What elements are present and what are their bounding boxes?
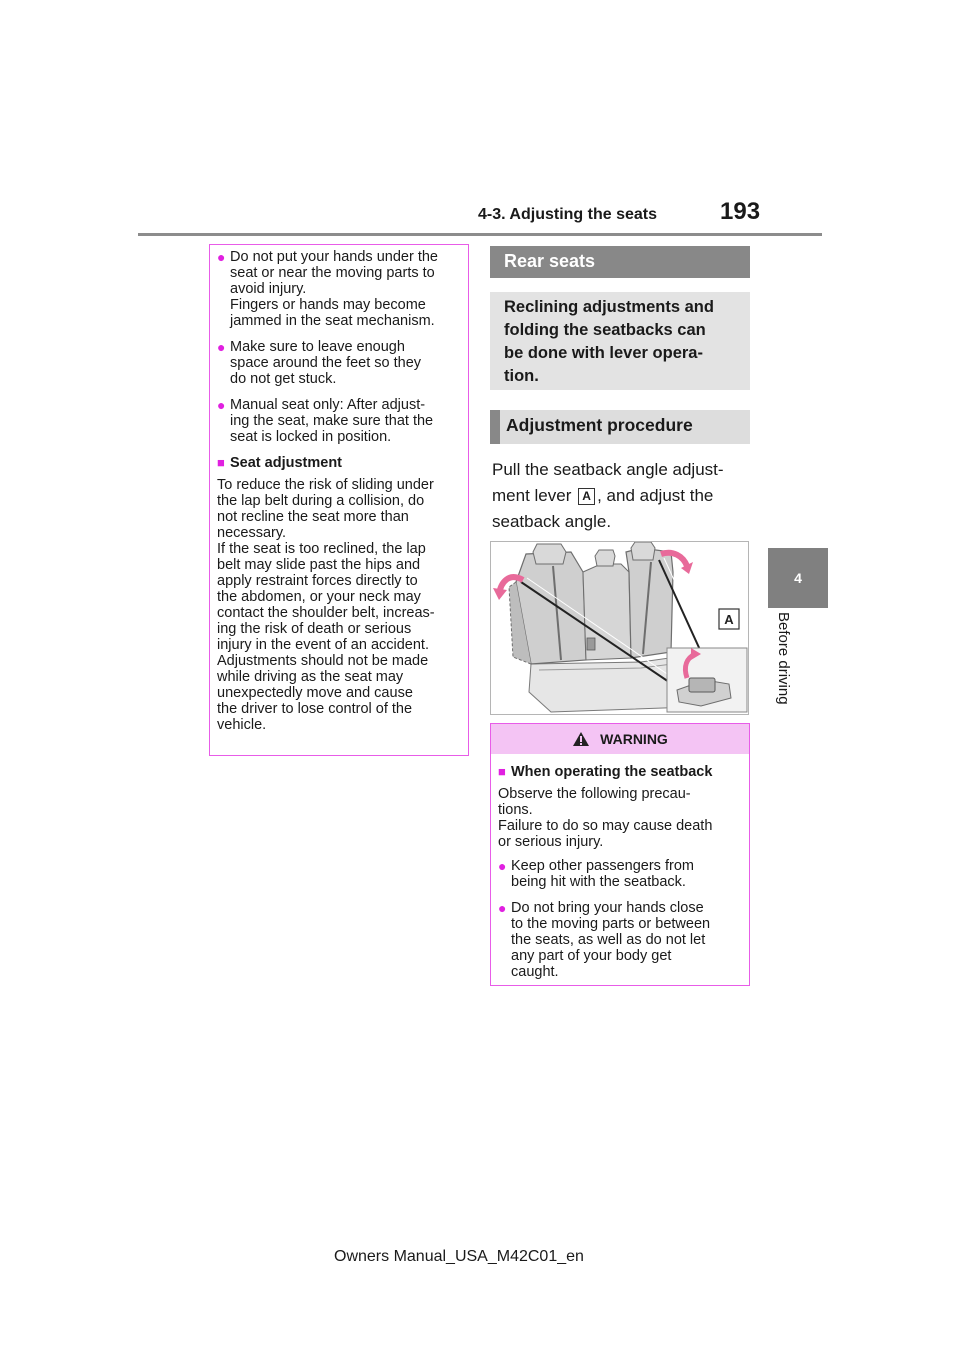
chapter-number: 4 xyxy=(794,570,802,586)
caution-bullet xyxy=(217,339,460,387)
warning-triangle-icon xyxy=(572,731,590,747)
bullet-icon: ● xyxy=(498,858,507,874)
header-divider xyxy=(138,233,822,236)
procedure-text-part1: Pull the seatback angle adjust- ment lever xyxy=(492,460,724,505)
caution-paragraph: To reduce the risk of sliding under the lap belt during a collision, do not recline the seat more than necessary. If the seat is too reclined, the lap belt may slide past the hips and apply restraint forces directly to the abdomen, or your neck may contact the shoulder belt, increas- ing the risk of death or serious injury in the event of an accident. Adjustments should not be made while driving as the seat may unexpectedly move and cause the driver to lose control of the vehicle. xyxy=(217,477,435,733)
square-bullet-icon: ■ xyxy=(498,764,506,779)
seat-drawing xyxy=(491,542,749,715)
warning-body xyxy=(491,754,749,980)
summary-box: Reclining adjustments and folding the seatbacks can be done with lever opera- tion. xyxy=(490,292,750,390)
bullet-icon: ● xyxy=(217,339,226,355)
section-title: 4-3. Adjusting the seats xyxy=(478,206,657,223)
bullet-text: Make sure to leave enough space around the feet so they do not get stuck. xyxy=(230,339,422,387)
bullet-text: Do not put your hands under the seat or near the moving parts to avoid injury. Fingers or hands may become jammed in the seat mechanism. xyxy=(230,249,438,329)
footer-manual-id: Owners Manual_USA_M42C01_en xyxy=(334,1248,584,1265)
warning-sub-heading-text: When operating the seatback xyxy=(511,764,713,780)
warning-header xyxy=(491,724,749,754)
chapter-title: Before driving xyxy=(775,612,792,705)
procedure-text-part2: , and adjust the seatback angle. xyxy=(492,486,714,531)
warning-box xyxy=(490,723,750,986)
bullet-icon: ● xyxy=(217,249,226,265)
warning-bullet xyxy=(498,900,741,980)
caution-box xyxy=(209,244,469,756)
procedure-text xyxy=(492,457,750,535)
square-bullet-icon: ■ xyxy=(217,455,225,470)
figure-callout-a: A xyxy=(724,612,734,627)
warning-label: WARNING xyxy=(600,731,668,747)
lever-label: A xyxy=(578,488,595,505)
chapter-label xyxy=(770,610,794,730)
bullet-icon: ● xyxy=(498,900,507,916)
sub-heading-text: Seat adjustment xyxy=(230,455,342,471)
warning-paragraph: Observe the following precau- tions. Failure to do so may cause death or serious injury. xyxy=(498,786,713,850)
bullet-text: Do not bring your hands close to the moving parts or between the seats, as well as do not let any part of your body get caught. xyxy=(511,900,711,980)
caution-bullet xyxy=(217,397,460,445)
bullet-icon: ● xyxy=(217,397,226,413)
procedure-heading: Adjustment procedure xyxy=(490,410,750,444)
warning-sub-heading xyxy=(498,764,741,780)
warning-bullet xyxy=(498,858,741,890)
bullet-text: Keep other passengers from being hit with the seatback. xyxy=(511,858,694,890)
bullet-text: Manual seat only: After adjust- ing the seat, make sure that the seat is locked in position. xyxy=(230,397,434,445)
chapter-tab xyxy=(768,548,828,608)
page-number: 193 xyxy=(720,198,761,225)
caution-sub-heading xyxy=(217,455,460,471)
rear-seat-illustration xyxy=(490,541,749,715)
rear-seats-heading: Rear seats xyxy=(490,246,750,278)
caution-bullet xyxy=(217,249,460,329)
